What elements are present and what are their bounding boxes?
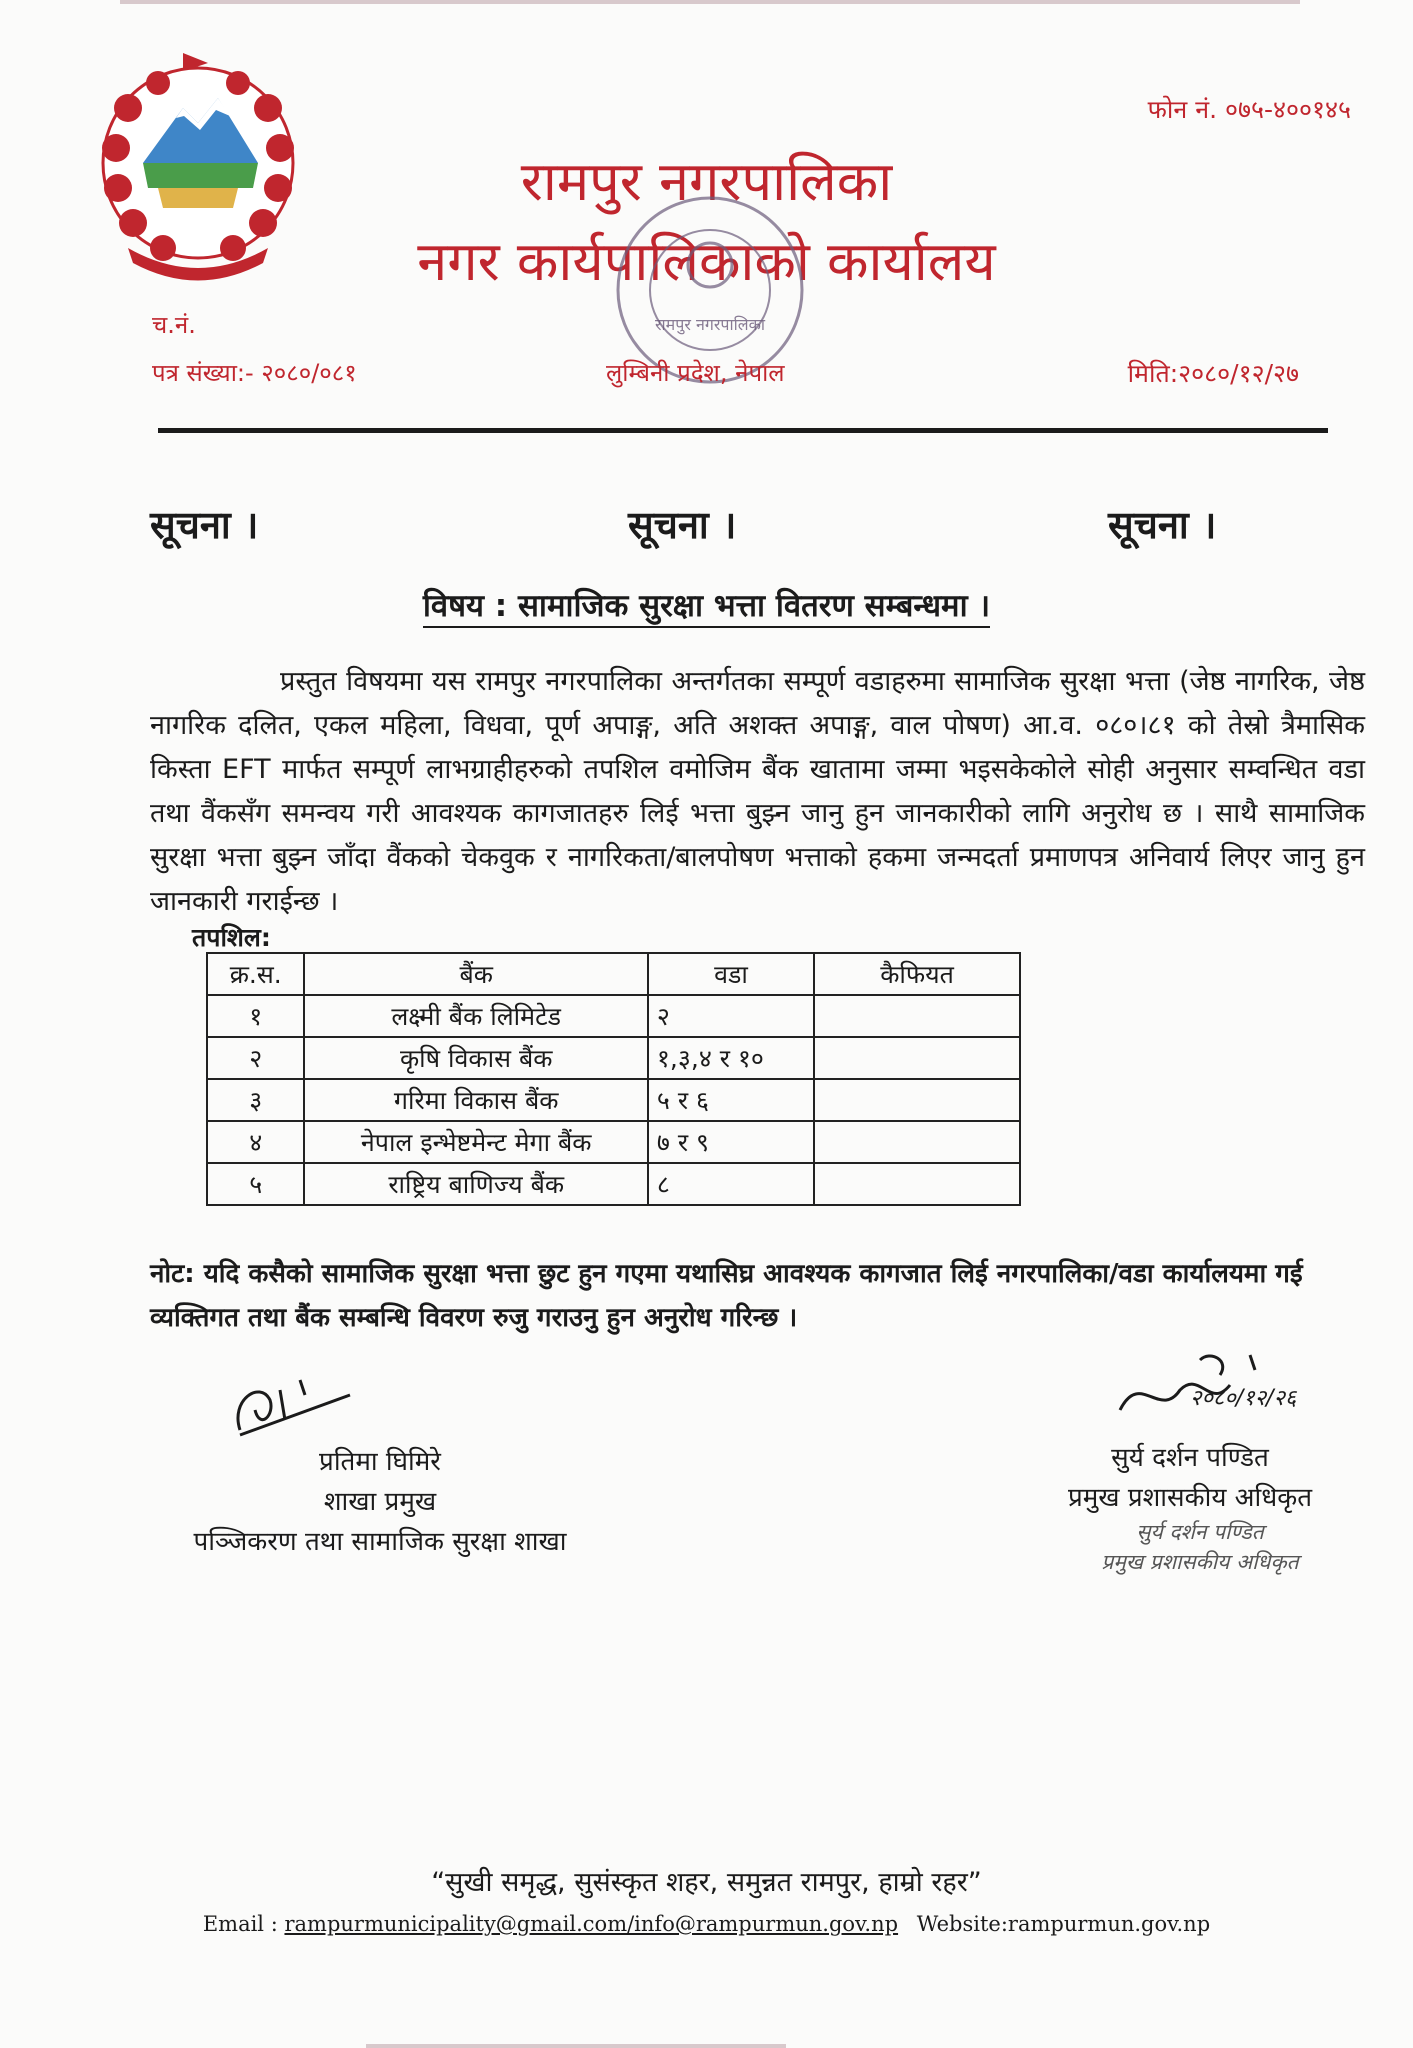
row-remark — [814, 1121, 1020, 1163]
notice-heading-right: सूचना । — [1108, 503, 1217, 547]
sign-date: २०८०/१२/२६ — [1190, 1386, 1297, 1411]
header-divider — [158, 428, 1328, 433]
bank-table — [206, 952, 1021, 1206]
row-bank: कृषि विकास बैंक — [304, 1037, 647, 1079]
stamp-text: रामपुर नगरपालिका — [654, 315, 766, 334]
table-row — [207, 1037, 1020, 1079]
row-ward: २ — [648, 995, 814, 1037]
top-edge-line — [120, 0, 1300, 4]
row-remark — [814, 1037, 1020, 1079]
tapashil-label: तपशिल: — [192, 923, 271, 952]
notice-note: नोट: यदि कसैको सामाजिक सुरक्षा भत्ता छुट हुन गएमा यथासिघ्र आवश्यक कागजात लिई नगरपालिका/वडा कार्यालयमा गई व्यक्तिगत तथा बैंक सम्बन्धि विवरण रुजु गराउनु हुन अनुरोध गरिन्छ । — [150, 1259, 1303, 1333]
signature-left — [220, 1370, 360, 1440]
left-signatory-section: पञ्जिकरण तथा सामाजिक सुरक्षा शाखा — [193, 1527, 567, 1557]
row-bank: नेपाल इन्भेष्टमेन्ट मेगा बैंक — [304, 1121, 647, 1163]
row-ward: ८ — [648, 1163, 814, 1205]
office-address: लुम्बिनी प्रदेश, नेपाल — [606, 359, 785, 387]
row-remark — [814, 995, 1020, 1037]
email-link[interactable]: rampurmunicipality@gmail.com/info@rampurmun.gov.np — [284, 1912, 899, 1936]
notice-heading-left: सूचना । — [150, 503, 259, 547]
letter-number: पत्र संख्या:- २०८०/०८१ — [152, 359, 357, 387]
header-sn: क्र.स. — [207, 953, 304, 995]
signature-right — [1100, 1350, 1320, 1430]
municipality-name: रामपुर नगरपालिका — [520, 150, 893, 213]
left-signatory-name: प्रतिमा घिमिरे — [319, 1447, 441, 1477]
notice-body: प्रस्तुत विषयमा यस रामपुर नगरपालिका अन्तर्गतका सम्पूर्ण वडाहरुमा सामाजिक सुरक्षा भत्ता (जेष्ठ नागरिक, जेष्ठ नागरिक दलित, एकल महिला, विधवा, पूर्ण अपाङ्ग, अति अशक्त अपाङ्ग, वाल पोषण) आ.व. ०८०।८१ को तेस्रो त्रैमासिक किस्ता EFT मार्फत सम्पूर्ण लाभग्राहीहरुको तपशिल वमोजिम बैंक खातामा जम्मा भइसकेकोले सोही अनुसार सम्वन्धित वडा तथा वैंकसँग समन्वय गरी आवश्यक कागजातहरु लिई भत्ता बुझ्न जानु हुन जानकारीको लागि अनुरोध छ । साथै सामाजिक सुरक्षा भत्ता बुझ्न जाँदा वैंकको चेकवुक र नागरिकता/बालपोषण भत्ताको हकमा जन्मदर्ता प्रमाणपत्र अनिवार्य लिएर जानु हुन जानकारी गराईन्छ । — [150, 666, 1365, 917]
right-signatory-title: प्रमुख प्रशासकीय अधिकृत — [1067, 1483, 1313, 1513]
table-row — [207, 1121, 1020, 1163]
row-ward: ७ र ९ — [648, 1121, 814, 1163]
notice-heading-center: सूचना । — [628, 503, 737, 547]
bottom-edge-line — [366, 2044, 786, 2048]
row-ward: १,३,४ र १० — [648, 1037, 814, 1079]
row-ward: ५ र ६ — [648, 1079, 814, 1121]
table-row — [207, 1079, 1020, 1121]
table-header-row — [207, 953, 1020, 995]
row-bank: लक्ष्मी बैंक लिमिटेड — [304, 995, 647, 1037]
letter-date: मिति:२०८०/१२/२७ — [1127, 359, 1299, 388]
website-link[interactable]: Website:rampurmun.gov.np — [916, 1912, 1211, 1936]
row-sn: ४ — [207, 1121, 304, 1163]
notice-subject — [0, 584, 1413, 626]
left-signatory-title: शाखा प्रमुख — [323, 1487, 437, 1517]
email-label: Email : — [202, 1912, 278, 1936]
header-ward: वडा — [648, 953, 814, 995]
name-stamp: सुर्य दर्शन पण्डित — [1136, 1520, 1264, 1544]
table-row — [207, 995, 1020, 1037]
title-stamp: प्रमुख प्रशासकीय अधिकृत — [1101, 1550, 1299, 1574]
row-sn: १ — [207, 995, 304, 1037]
row-remark — [814, 1163, 1020, 1205]
row-sn: ३ — [207, 1079, 304, 1121]
header-remark: कैफियत — [814, 953, 1020, 995]
table-row — [207, 1163, 1020, 1205]
header-bank: बैंक — [304, 953, 647, 995]
signatory-left — [150, 1370, 610, 1560]
phone-number: फोन नं. ०७५-४००१४५ — [1147, 95, 1351, 124]
ch-no-label: च.नं. — [152, 311, 196, 339]
footer-motto: “सुखी समृद्ध, सुसंस्कृत शहर, समुन्नत रामपुर, हाम्रो रहर” — [431, 1867, 982, 1898]
row-remark — [814, 1079, 1020, 1121]
right-signatory-name: सुर्य दर्शन पण्डित — [1111, 1443, 1269, 1473]
row-sn: २ — [207, 1037, 304, 1079]
row-bank: गरिमा विकास बैंक — [304, 1079, 647, 1121]
footer-contact — [0, 1912, 1413, 1936]
row-bank: राष्ट्रिय बाणिज्य बैंक — [304, 1163, 647, 1205]
row-sn: ५ — [207, 1163, 304, 1205]
office-name: नगर कार्यपालिकाको कार्यालय — [417, 230, 996, 293]
subject-text: विषय : सामाजिक सुरक्षा भत्ता वितरण सम्बन्धमा । — [423, 588, 990, 628]
signatory-right — [1020, 1350, 1360, 1590]
